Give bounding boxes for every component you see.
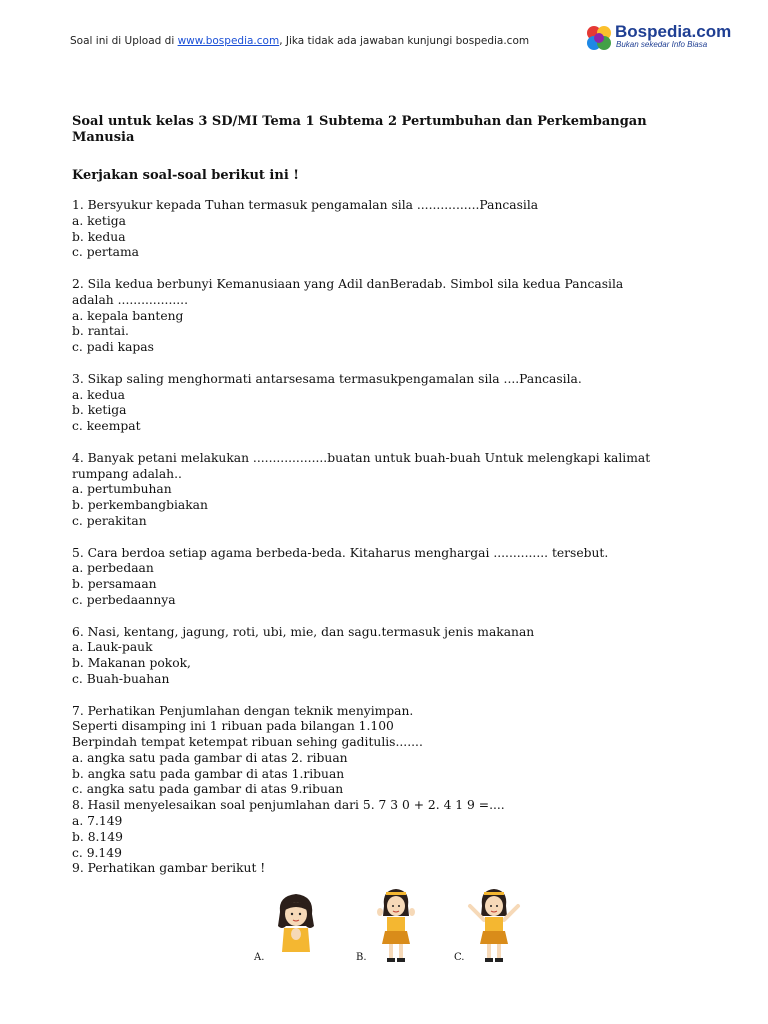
logo-tagline: Bukan sekedar Info Biasa: [616, 40, 708, 49]
header-suffix: , Jika tidak ada jawaban kunjungi bospedia.com: [279, 35, 530, 47]
figure-row: [250, 886, 530, 966]
question-list: [72, 198, 712, 877]
question-line: b. persamaan: [72, 577, 157, 592]
worksheet-title: Soal untuk kelas 3 SD/MI Tema 1 Subtema 2 Pertumbuhan dan Perkembangan Manusia: [72, 114, 647, 145]
question-line: b. 8.149: [72, 829, 123, 844]
page-header: [70, 35, 529, 47]
figure-label-c: C.: [454, 952, 465, 963]
question-line: 8. Hasil menyelesaikan soal penjumlahan dari 5. 7 3 0 + 2. 4 1 9 =....: [72, 798, 505, 813]
question-line: a. ketiga: [72, 213, 126, 228]
question-line: c. angka satu pada gambar di atas 9.ribuan: [72, 782, 344, 797]
girl-hands-up-icon: [374, 886, 418, 964]
question-line: 9. Perhatikan gambar berikut !: [72, 861, 266, 876]
question-gap: [72, 261, 712, 277]
girl-praying-icon: [270, 890, 322, 956]
question-line: c. pertama: [72, 245, 139, 260]
header-prefix: Soal ini di Upload di: [70, 35, 178, 47]
question-line: a. perbedaan: [72, 561, 154, 576]
question-line: c. perakitan: [72, 513, 147, 528]
question-line: c. 9.149: [72, 845, 122, 860]
question-text: 6. Nasi, kentang, jagung, roti, ubi, mie, dan sagu.termasuk jenis makanan: [72, 624, 535, 639]
question-line: a. pertumbuhan: [72, 482, 172, 497]
question-line: Berpindah tempat ketempat ribuan sehing gaditulis.......: [72, 735, 423, 750]
question-line: b. Makanan pokok,: [72, 656, 191, 671]
logo-name: Bospedia.com: [615, 22, 732, 41]
question-line: adalah ..................: [72, 292, 188, 307]
question-line: Seperti disamping ini 1 ribuan pada bilangan 1.100: [72, 719, 394, 734]
question-text: 3. Sikap saling menghormati antarsesama termasukpengamalan sila ....Pancasila.: [72, 371, 582, 386]
question-text: 7. Perhatikan Penjumlahan dengan teknik menyimpan.: [72, 703, 414, 718]
question-line: b. perkembangbiakan: [72, 498, 208, 513]
question-gap: [72, 356, 712, 372]
question-text: 5. Cara berdoa setiap agama berbeda-beda. Kitaharus menghargai .............. tersebut.: [72, 545, 609, 560]
question-block: [72, 625, 712, 688]
question-line: a. Lauk-pauk: [72, 640, 153, 655]
question-text: 4. Banyak petani melakukan ...................buatan untuk buah-buah Untuk melengkapi kalimat: [72, 450, 651, 465]
question-text: 1. Bersyukur kepada Tuhan termasuk pengamalan sila ................Pancasila: [72, 198, 539, 212]
question-line: c. padi kapas: [72, 340, 154, 355]
question-line: a. kedua: [72, 387, 126, 402]
question-text: 2. Sila kedua berbunyi Kemanusiaan yang Adil danBeradab. Simbol sila kedua Pancasila: [72, 276, 624, 291]
question-line: b. angka satu pada gambar di atas 1.ribuan: [72, 766, 345, 781]
figure-label-b: B.: [356, 952, 367, 963]
question-block: [72, 372, 712, 435]
question-gap: [72, 688, 712, 704]
worksheet-instruction: Kerjakan soal-soal berikut ini !: [72, 168, 299, 183]
bospedia-logo: [585, 24, 745, 54]
figure-label-a: A.: [254, 952, 265, 963]
question-gap: [72, 609, 712, 625]
question-block: [72, 277, 712, 356]
question-line: b. ketiga: [72, 403, 127, 418]
question-line: b. rantai.: [72, 324, 129, 339]
question-line: rumpang adalah..: [72, 466, 182, 481]
question-line: c. keempat: [72, 419, 141, 434]
question-line: b. kedua: [72, 229, 126, 244]
worksheet: [72, 114, 712, 877]
question-line: a. kepala banteng: [72, 308, 184, 323]
logo-mark-icon: [585, 24, 613, 52]
header-link[interactable]: www.bospedia.com: [177, 35, 280, 47]
question-block: [72, 546, 712, 609]
question-gap: [72, 530, 712, 546]
question-line: a. 7.149: [72, 814, 123, 829]
question-block: [72, 704, 712, 878]
question-line: c. perbedaannya: [72, 592, 176, 607]
question-gap: [72, 435, 712, 451]
question-line: c. Buah-buahan: [72, 671, 170, 686]
question-block: [72, 198, 712, 261]
girl-arms-raised-icon: [466, 886, 522, 964]
question-block: [72, 451, 712, 530]
question-line: a. angka satu pada gambar di atas 2. ribuan: [72, 750, 348, 765]
